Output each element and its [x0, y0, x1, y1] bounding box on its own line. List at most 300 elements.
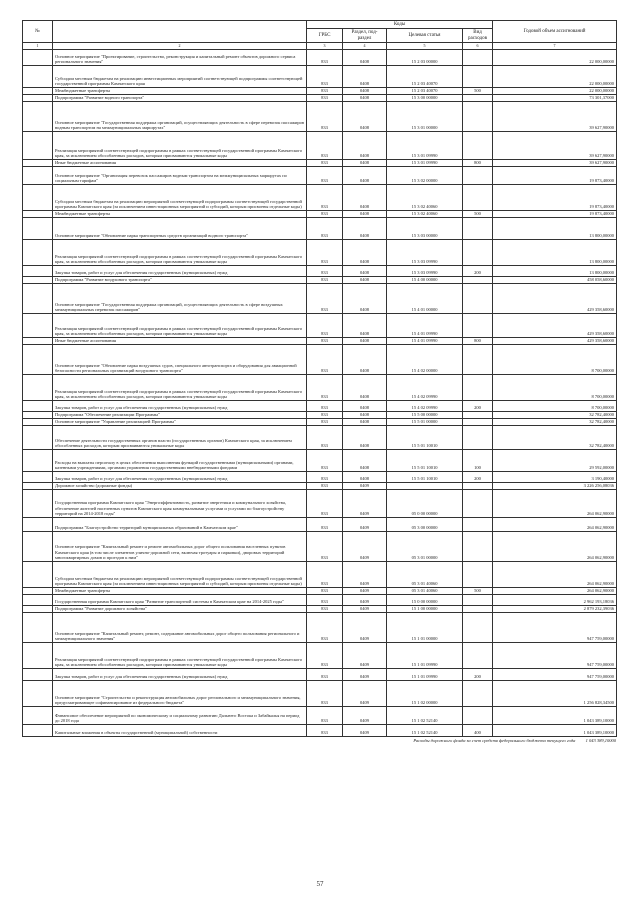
row-type	[463, 419, 493, 426]
table-row	[23, 518, 617, 532]
table-row	[23, 426, 617, 450]
row-section: 0409	[343, 483, 387, 490]
row-amount: 8 700,00000	[493, 375, 617, 401]
row-type	[463, 375, 493, 401]
header-amount: Годовой объем ассигнований	[493, 21, 617, 43]
row-grbs: 833	[307, 284, 343, 314]
row-target: 15 3 03 09990	[387, 266, 463, 277]
row-target: 15 3 03 09990	[387, 240, 463, 266]
row-section: 0409	[343, 606, 387, 613]
row-name: Государственная программа Камчатского края "Развитие транспортной системы в Камчатском крае на 2014-2025 годы"	[53, 595, 307, 606]
col-num-7: 7	[493, 43, 617, 50]
row-number	[23, 185, 53, 211]
budget-table-sheet	[22, 20, 616, 737]
row-type	[463, 643, 493, 669]
table-row	[23, 240, 617, 266]
row-grbs: 833	[307, 588, 343, 595]
row-name: Подпрограмма "Развитие водного транспорта"	[53, 95, 307, 102]
row-section: 0408	[343, 426, 387, 450]
row-section: 0408	[343, 240, 387, 266]
row-grbs: 833	[307, 681, 343, 707]
footnote-amount: 1 043 389,10000	[585, 738, 616, 743]
row-number	[23, 725, 53, 737]
row-amount: 39 627,90000	[493, 160, 617, 167]
row-type	[463, 412, 493, 419]
row-number	[23, 490, 53, 518]
row-amount: 22 000,00000	[493, 50, 617, 66]
row-target: 15 0 00 00000	[387, 595, 463, 606]
row-type	[463, 314, 493, 338]
row-section: 0408	[343, 450, 387, 472]
table-row	[23, 277, 617, 284]
table-row	[23, 419, 617, 426]
table-row	[23, 167, 617, 185]
row-target: 15 4 00 00000	[387, 277, 463, 284]
row-section: 0408	[343, 419, 387, 426]
row-number	[23, 218, 53, 240]
row-grbs: 833	[307, 102, 343, 132]
table-row	[23, 50, 617, 66]
table-row	[23, 483, 617, 490]
row-number	[23, 562, 53, 588]
col-num-5: 5	[387, 43, 463, 50]
row-type	[463, 218, 493, 240]
row-grbs: 833	[307, 490, 343, 518]
table-row	[23, 595, 617, 606]
row-amount: 1 256 828,34500	[493, 681, 617, 707]
row-number	[23, 483, 53, 490]
row-type	[463, 50, 493, 66]
row-section: 0408	[343, 266, 387, 277]
row-name: Реализация мероприятий соответствующей подпрограммы в рамках соответствующей государственной программы Камчатского края, за исключением обособленных расходов, которым присваиваются уникальные коды	[53, 643, 307, 669]
row-name: Основное мероприятие "Обновление парка воздушных судов, специального автотранспорта и оборудования для авиационной безопасности региональных организаций воздушного транспорта"	[53, 345, 307, 375]
row-amount: 32 782,40000	[493, 419, 617, 426]
table-row	[23, 450, 617, 472]
row-grbs: 833	[307, 562, 343, 588]
row-section: 0408	[343, 345, 387, 375]
row-amount: 264 062,90000	[493, 490, 617, 518]
row-section: 0409	[343, 518, 387, 532]
row-grbs: 833	[307, 707, 343, 725]
row-name: Подпрограмма "Развитие воздушного транспорта"	[53, 277, 307, 284]
row-amount: 13 800,00000	[493, 266, 617, 277]
row-type: 200	[463, 266, 493, 277]
row-number	[23, 472, 53, 483]
row-section: 0409	[343, 643, 387, 669]
row-target: 05 3 01 00000	[387, 532, 463, 562]
row-grbs: 833	[307, 211, 343, 218]
row-amount: 458 058,60000	[493, 277, 617, 284]
table-row	[23, 669, 617, 681]
row-section: 0408	[343, 218, 387, 240]
row-amount: 22 000,00000	[493, 88, 617, 95]
row-number	[23, 412, 53, 419]
row-name: Капитальные вложения в объекты государственной (муниципальной) собственности	[53, 725, 307, 737]
table-row	[23, 185, 617, 211]
row-section: 0408	[343, 277, 387, 284]
row-amount: 22 000,00000	[493, 66, 617, 88]
row-grbs: 833	[307, 95, 343, 102]
row-type	[463, 606, 493, 613]
row-amount: 2 962 193,18036	[493, 595, 617, 606]
table-row	[23, 102, 617, 132]
row-target	[387, 483, 463, 490]
row-name: Реализация мероприятий соответствующей подпрограммы в рамках соответствующей государственной программы Камчатского края, за исключением обособленных расходов, которым присваиваются уникальные коды	[53, 375, 307, 401]
row-number	[23, 401, 53, 412]
table-row	[23, 338, 617, 345]
row-number	[23, 426, 53, 450]
row-grbs: 833	[307, 426, 343, 450]
row-grbs: 833	[307, 532, 343, 562]
row-type	[463, 284, 493, 314]
row-type	[463, 595, 493, 606]
row-type	[463, 66, 493, 88]
row-target: 15 3 02 40060	[387, 211, 463, 218]
row-name: Реализация мероприятий соответствующей подпрограммы в рамках соответствующей государственной программы Камчатского края, за исключением обособленных расходов, которым присваиваются уникальные коды	[53, 240, 307, 266]
row-name: Основное мероприятие "Строительство и реконструкция автомобильных дорог регионального и межмуниципального значения, предусматривающее софинансирование из федерального бюджета"	[53, 681, 307, 707]
row-type: 200	[463, 472, 493, 483]
row-grbs: 833	[307, 401, 343, 412]
table-row	[23, 284, 617, 314]
row-section: 0408	[343, 185, 387, 211]
row-target: 15 5 00 00000	[387, 412, 463, 419]
row-target: 15 1 02 52140	[387, 707, 463, 725]
row-target: 05 3 01 40060	[387, 562, 463, 588]
row-grbs: 833	[307, 167, 343, 185]
header-target: Целевая статья	[387, 29, 463, 43]
row-target: 15 4 02 09990	[387, 375, 463, 401]
row-grbs: 833	[307, 483, 343, 490]
table-row	[23, 345, 617, 375]
row-target: 05 0 00 00000	[387, 490, 463, 518]
row-type: 200	[463, 401, 493, 412]
table-row	[23, 66, 617, 88]
row-section: 0408	[343, 338, 387, 345]
header-name	[53, 21, 307, 43]
row-number	[23, 88, 53, 95]
row-number	[23, 606, 53, 613]
row-name: Реализация мероприятий соответствующей подпрограммы в рамках соответствующей государственной программы Камчатского края, за исключением обособленных расходов, которым присваиваются уникальные коды	[53, 132, 307, 160]
row-name: Субсидии местным бюджетам на реализацию инвестиционных мероприятий соответствующей подпрограммы соответствующей государственной программы Камчатского края	[53, 66, 307, 88]
table-row	[23, 606, 617, 613]
row-target: 15 4 01 09990	[387, 338, 463, 345]
row-number	[23, 160, 53, 167]
row-amount: 947 759,00000	[493, 613, 617, 643]
row-section: 0409	[343, 613, 387, 643]
row-name: Государственная программа Камчатского края "Энергоэффективность, развитие энергетики и коммунального хозяйства, обеспечение жителей населенных пунктов Камчатского края коммунальными услугами и услугами по благоустройству территорий на 2014-2018 годы"	[53, 490, 307, 518]
row-amount: 39 627,90000	[493, 132, 617, 160]
row-grbs: 833	[307, 375, 343, 401]
row-grbs: 833	[307, 643, 343, 669]
col-num-1: 1	[23, 43, 53, 50]
row-section: 0409	[343, 562, 387, 588]
table-row	[23, 375, 617, 401]
row-target: 05 3 01 40060	[387, 588, 463, 595]
row-name: Подпрограмма "Развитие дорожного хозяйства"	[53, 606, 307, 613]
row-target: 15 5 01 10010	[387, 472, 463, 483]
row-section: 0408	[343, 102, 387, 132]
table-row	[23, 95, 617, 102]
row-grbs: 833	[307, 412, 343, 419]
row-amount: 8 700,00000	[493, 401, 617, 412]
row-target: 15 1 02 52140	[387, 725, 463, 737]
table-row	[23, 725, 617, 737]
row-grbs: 833	[307, 606, 343, 613]
row-amount: 1 043 389,10000	[493, 707, 617, 725]
budget-table	[22, 20, 617, 737]
table-row	[23, 490, 617, 518]
row-name: Закупка товаров, работ и услуг для обеспечения государственных (муниципальных) нужд	[53, 472, 307, 483]
row-amount: 13 800,00000	[493, 218, 617, 240]
row-number	[23, 277, 53, 284]
row-section: 0408	[343, 95, 387, 102]
row-amount: 19 873,40000	[493, 167, 617, 185]
row-grbs: 833	[307, 160, 343, 167]
row-type: 400	[463, 725, 493, 737]
row-number	[23, 595, 53, 606]
row-section: 0408	[343, 160, 387, 167]
row-target: 15 2 03 40070	[387, 66, 463, 88]
row-name: Расходы на выплаты персоналу в целях обеспечения выполнения функций государственными (муниципальными) органами, казенными учреждениями, органами управления государственными внебюджетными фондами	[53, 450, 307, 472]
row-number	[23, 681, 53, 707]
row-type	[463, 681, 493, 707]
row-type: 100	[463, 450, 493, 472]
row-target: 15 3 00 00000	[387, 95, 463, 102]
row-amount: 32 782,40000	[493, 412, 617, 419]
row-amount: 73 301,37000	[493, 95, 617, 102]
row-type	[463, 277, 493, 284]
row-grbs: 833	[307, 240, 343, 266]
row-number	[23, 266, 53, 277]
row-number	[23, 643, 53, 669]
row-target: 15 1 01 00000	[387, 613, 463, 643]
row-section: 0408	[343, 50, 387, 66]
header-type: Вид расходов	[463, 29, 493, 43]
page-number: 57	[316, 880, 324, 888]
row-grbs: 833	[307, 338, 343, 345]
row-type	[463, 532, 493, 562]
row-grbs: 833	[307, 419, 343, 426]
row-grbs: 833	[307, 218, 343, 240]
row-amount: 264 062,90000	[493, 532, 617, 562]
row-amount: 429 358,60000	[493, 314, 617, 338]
row-name: Реализация мероприятий соответствующей подпрограммы в рамках соответствующей государственной программы Камчатского края, за исключением обособленных расходов, которым присваиваются уникальные коды	[53, 314, 307, 338]
row-target: 15 3 01 09990	[387, 160, 463, 167]
row-amount: 32 782,40000	[493, 426, 617, 450]
col-num-3: 3	[307, 43, 343, 50]
row-type: 500	[463, 211, 493, 218]
row-grbs: 833	[307, 132, 343, 160]
row-target: 15 2 03 40070	[387, 88, 463, 95]
row-section: 0408	[343, 167, 387, 185]
row-type: 800	[463, 160, 493, 167]
row-name: Основное мероприятие "Государственная поддержка организаций, осуществляющих деятельность в сфере воздушных межмуниципальных перевозок пассажиров"	[53, 284, 307, 314]
column-number-row	[23, 43, 617, 50]
row-section: 0409	[343, 725, 387, 737]
row-number	[23, 66, 53, 88]
row-grbs: 833	[307, 266, 343, 277]
row-name: Подпрограмма "Обеспечение реализации Программы"	[53, 412, 307, 419]
row-section: 0408	[343, 314, 387, 338]
row-type	[463, 518, 493, 532]
row-section: 0408	[343, 375, 387, 401]
row-number	[23, 167, 53, 185]
row-type: 800	[463, 338, 493, 345]
row-target: 15 1 01 09990	[387, 669, 463, 681]
col-num-4: 4	[343, 43, 387, 50]
row-target: 15 3 03 00000	[387, 218, 463, 240]
row-name: Финансовое обеспечение мероприятий по экономическому и социальному развитию Дальнего Востока и Забайкалья на период до 2018 года	[53, 707, 307, 725]
row-amount: 3 226 256,08036	[493, 483, 617, 490]
row-section: 0408	[343, 401, 387, 412]
row-target: 15 4 01 09990	[387, 314, 463, 338]
row-target: 15 4 02 09990	[387, 401, 463, 412]
row-amount: 29 592,00000	[493, 450, 617, 472]
row-target: 15 3 02 00000	[387, 167, 463, 185]
table-row	[23, 211, 617, 218]
row-type	[463, 483, 493, 490]
row-number	[23, 102, 53, 132]
row-grbs: 833	[307, 345, 343, 375]
row-amount: 264 062,90000	[493, 518, 617, 532]
row-name: Межбюджетные трансферты	[53, 588, 307, 595]
table-row	[23, 681, 617, 707]
row-number	[23, 95, 53, 102]
table-row	[23, 613, 617, 643]
row-name: Основное мероприятие "Обновление парка транспортных средств организаций водного транспорта"	[53, 218, 307, 240]
row-name: Основное мероприятие "Капитальный ремонт, ремонт, содержание автомобильных дорог общего пользования регионального и межмуниципального значения"	[53, 613, 307, 643]
table-row	[23, 532, 617, 562]
header-grbs: ГРБС	[307, 29, 343, 43]
row-grbs: 833	[307, 314, 343, 338]
row-number	[23, 375, 53, 401]
row-section: 0409	[343, 595, 387, 606]
row-amount: 947 759,00000	[493, 669, 617, 681]
row-name: Дорожное хозяйство (дорожные фонды)	[53, 483, 307, 490]
row-grbs: 833	[307, 88, 343, 95]
row-target: 15 2 03 00000	[387, 50, 463, 66]
row-section: 0408	[343, 88, 387, 95]
row-number	[23, 284, 53, 314]
row-grbs: 833	[307, 472, 343, 483]
row-target: 15 3 01 09990	[387, 132, 463, 160]
row-section: 0408	[343, 66, 387, 88]
row-number	[23, 669, 53, 681]
row-type	[463, 95, 493, 102]
table-row	[23, 314, 617, 338]
row-name: Иные бюджетные ассигнования	[53, 160, 307, 167]
row-target: 15 3 02 40060	[387, 185, 463, 211]
row-target: 15 5 01 10010	[387, 450, 463, 472]
row-number	[23, 588, 53, 595]
row-type	[463, 167, 493, 185]
footnote	[22, 738, 616, 744]
row-number	[23, 211, 53, 218]
row-name: Основное мероприятие "Организация перевозок пассажиров водным транспортом на межмуниципальных маршрутах по социальным тарифам"	[53, 167, 307, 185]
row-type	[463, 426, 493, 450]
table-row	[23, 266, 617, 277]
row-number	[23, 613, 53, 643]
row-target: 15 4 01 00000	[387, 284, 463, 314]
row-name: Закупка товаров, работ и услуг для обеспечения государственных (муниципальных) нужд	[53, 401, 307, 412]
footnote-text: Расходы дорожного фонда за счет средств федерального бюджета текущего года	[413, 738, 576, 743]
row-grbs: 833	[307, 725, 343, 737]
row-target: 15 1 02 00000	[387, 681, 463, 707]
row-amount: 429 358,60000	[493, 284, 617, 314]
row-name: Обеспечение деятельности государственных органов власти (государственных органов) Камчатского края, за исключением обособленных расходов, которым присваиваются уникальные коды	[53, 426, 307, 450]
row-number	[23, 50, 53, 66]
row-target: 15 5 01 00000	[387, 419, 463, 426]
table-row	[23, 707, 617, 725]
row-target: 15 1 01 09990	[387, 643, 463, 669]
table-row	[23, 218, 617, 240]
row-number	[23, 518, 53, 532]
row-section: 0408	[343, 472, 387, 483]
row-number	[23, 240, 53, 266]
row-section: 0409	[343, 681, 387, 707]
row-type	[463, 490, 493, 518]
budget-rows	[23, 50, 617, 737]
row-name: Закупка товаров, работ и услуг для обеспечения государственных (муниципальных) нужд	[53, 669, 307, 681]
row-target: 05 3 00 00000	[387, 518, 463, 532]
row-section: 0408	[343, 284, 387, 314]
row-grbs: 833	[307, 613, 343, 643]
row-number	[23, 450, 53, 472]
row-section: 0409	[343, 669, 387, 681]
row-type	[463, 185, 493, 211]
row-grbs: 833	[307, 450, 343, 472]
row-target: 15 3 01 00000	[387, 102, 463, 132]
row-amount: 13 800,00000	[493, 240, 617, 266]
row-amount: 39 627,90000	[493, 102, 617, 132]
row-type: 200	[463, 669, 493, 681]
row-amount: 947 759,00000	[493, 643, 617, 669]
row-type	[463, 240, 493, 266]
row-name: Межбюджетные трансферты	[53, 88, 307, 95]
table-row	[23, 588, 617, 595]
row-type	[463, 707, 493, 725]
row-amount: 19 873,40000	[493, 185, 617, 211]
row-target: 15 4 02 00000	[387, 345, 463, 375]
row-number	[23, 314, 53, 338]
row-target: 15 1 00 00000	[387, 606, 463, 613]
row-amount: 19 873,40000	[493, 211, 617, 218]
row-amount: 264 062,90000	[493, 588, 617, 595]
row-section: 0408	[343, 211, 387, 218]
table-row	[23, 643, 617, 669]
row-name: Субсидии местным бюджетам на реализацию мероприятий соответствующей подпрограммы соответствующей государственной программы Камчатского края (за исключением инвестиционных мероприятий и субсидий, которым присвоены отдельные коды)	[53, 562, 307, 588]
row-amount: 2 879 232,39036	[493, 606, 617, 613]
row-name: Основное мероприятие "Проектирование, строительство, реконструкция и капитальный ремонт объектов дорожного сервиса регионального значения"	[53, 50, 307, 66]
table-row	[23, 160, 617, 167]
row-section: 0409	[343, 490, 387, 518]
row-section: 0409	[343, 707, 387, 725]
table-row	[23, 562, 617, 588]
table-row	[23, 88, 617, 95]
row-section: 0408	[343, 132, 387, 160]
row-name: Закупка товаров, работ и услуг для обеспечения государственных (муниципальных) нужд	[53, 266, 307, 277]
row-number	[23, 419, 53, 426]
row-grbs: 833	[307, 185, 343, 211]
row-section: 0408	[343, 412, 387, 419]
row-target: 15 5 01 10010	[387, 426, 463, 450]
row-type	[463, 562, 493, 588]
row-amount: 264 062,90000	[493, 562, 617, 588]
row-grbs: 833	[307, 277, 343, 284]
row-name: Основное мероприятие "Капитальный ремонт и ремонт автомобильных дорог общего пользования населенных пунктов Камчатского края (в том числе элементов улично-дорожной сети, включая тротуары и парковки), дворовых территорий многоквартирных домов и проездов к ним"	[53, 532, 307, 562]
table-row	[23, 132, 617, 160]
row-number	[23, 532, 53, 562]
